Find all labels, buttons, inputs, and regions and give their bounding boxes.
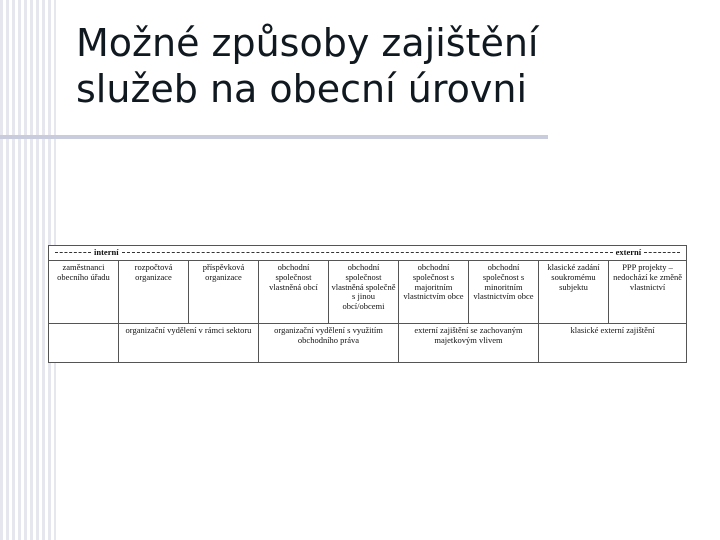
- table-cell: rozpočtová organizace: [119, 261, 189, 324]
- table-category-row: [49, 261, 687, 324]
- table-cell: obchodní společnost s majoritním vlastnictvím obce: [399, 261, 469, 324]
- table-cell: příspěvková organizace: [189, 261, 259, 324]
- table-cell: PPP projekty – nedochází ke změně vlastnictví: [609, 261, 687, 324]
- title-line-1: Možné způsoby zajištění: [76, 21, 539, 65]
- title-underline-rule: [0, 135, 548, 139]
- table-cell: obchodní společnost vlastněná společně s jinou obcí/obcemi: [329, 261, 399, 324]
- table-group-cell: organizační vydělení v rámci sektoru: [119, 324, 259, 363]
- table-group-cell: organizační vydělení s využitím obchodního práva: [259, 324, 399, 363]
- table-group-row: [49, 324, 687, 363]
- internal-external-header: [49, 246, 687, 261]
- table-cell: obchodní společnost vlastněná obcí: [259, 261, 329, 324]
- slide-title: [76, 20, 538, 113]
- title-line-2: služeb na obecní úrovni: [76, 67, 528, 112]
- service-provision-table: [48, 245, 687, 363]
- table-cell: obchodní společnost s minoritním vlastnictvím obce: [469, 261, 539, 324]
- header-dash-middle: [122, 252, 613, 253]
- header-external-label: externí: [615, 247, 642, 258]
- table-cell: zaměstnanci obecního úřadu: [49, 261, 119, 324]
- header-internal-label: interní: [94, 247, 119, 258]
- table-header-row: [49, 246, 687, 261]
- table-empty-cell: [49, 324, 119, 363]
- header-dash-right: [644, 252, 680, 253]
- table-group-cell: klasické externí zajištění: [539, 324, 687, 363]
- table-cell: klasické zadání soukromému subjektu: [539, 261, 609, 324]
- header-dash-left: [55, 252, 91, 253]
- table-group-cell: externí zajištění se zachovaným majetkovým vlivem: [399, 324, 539, 363]
